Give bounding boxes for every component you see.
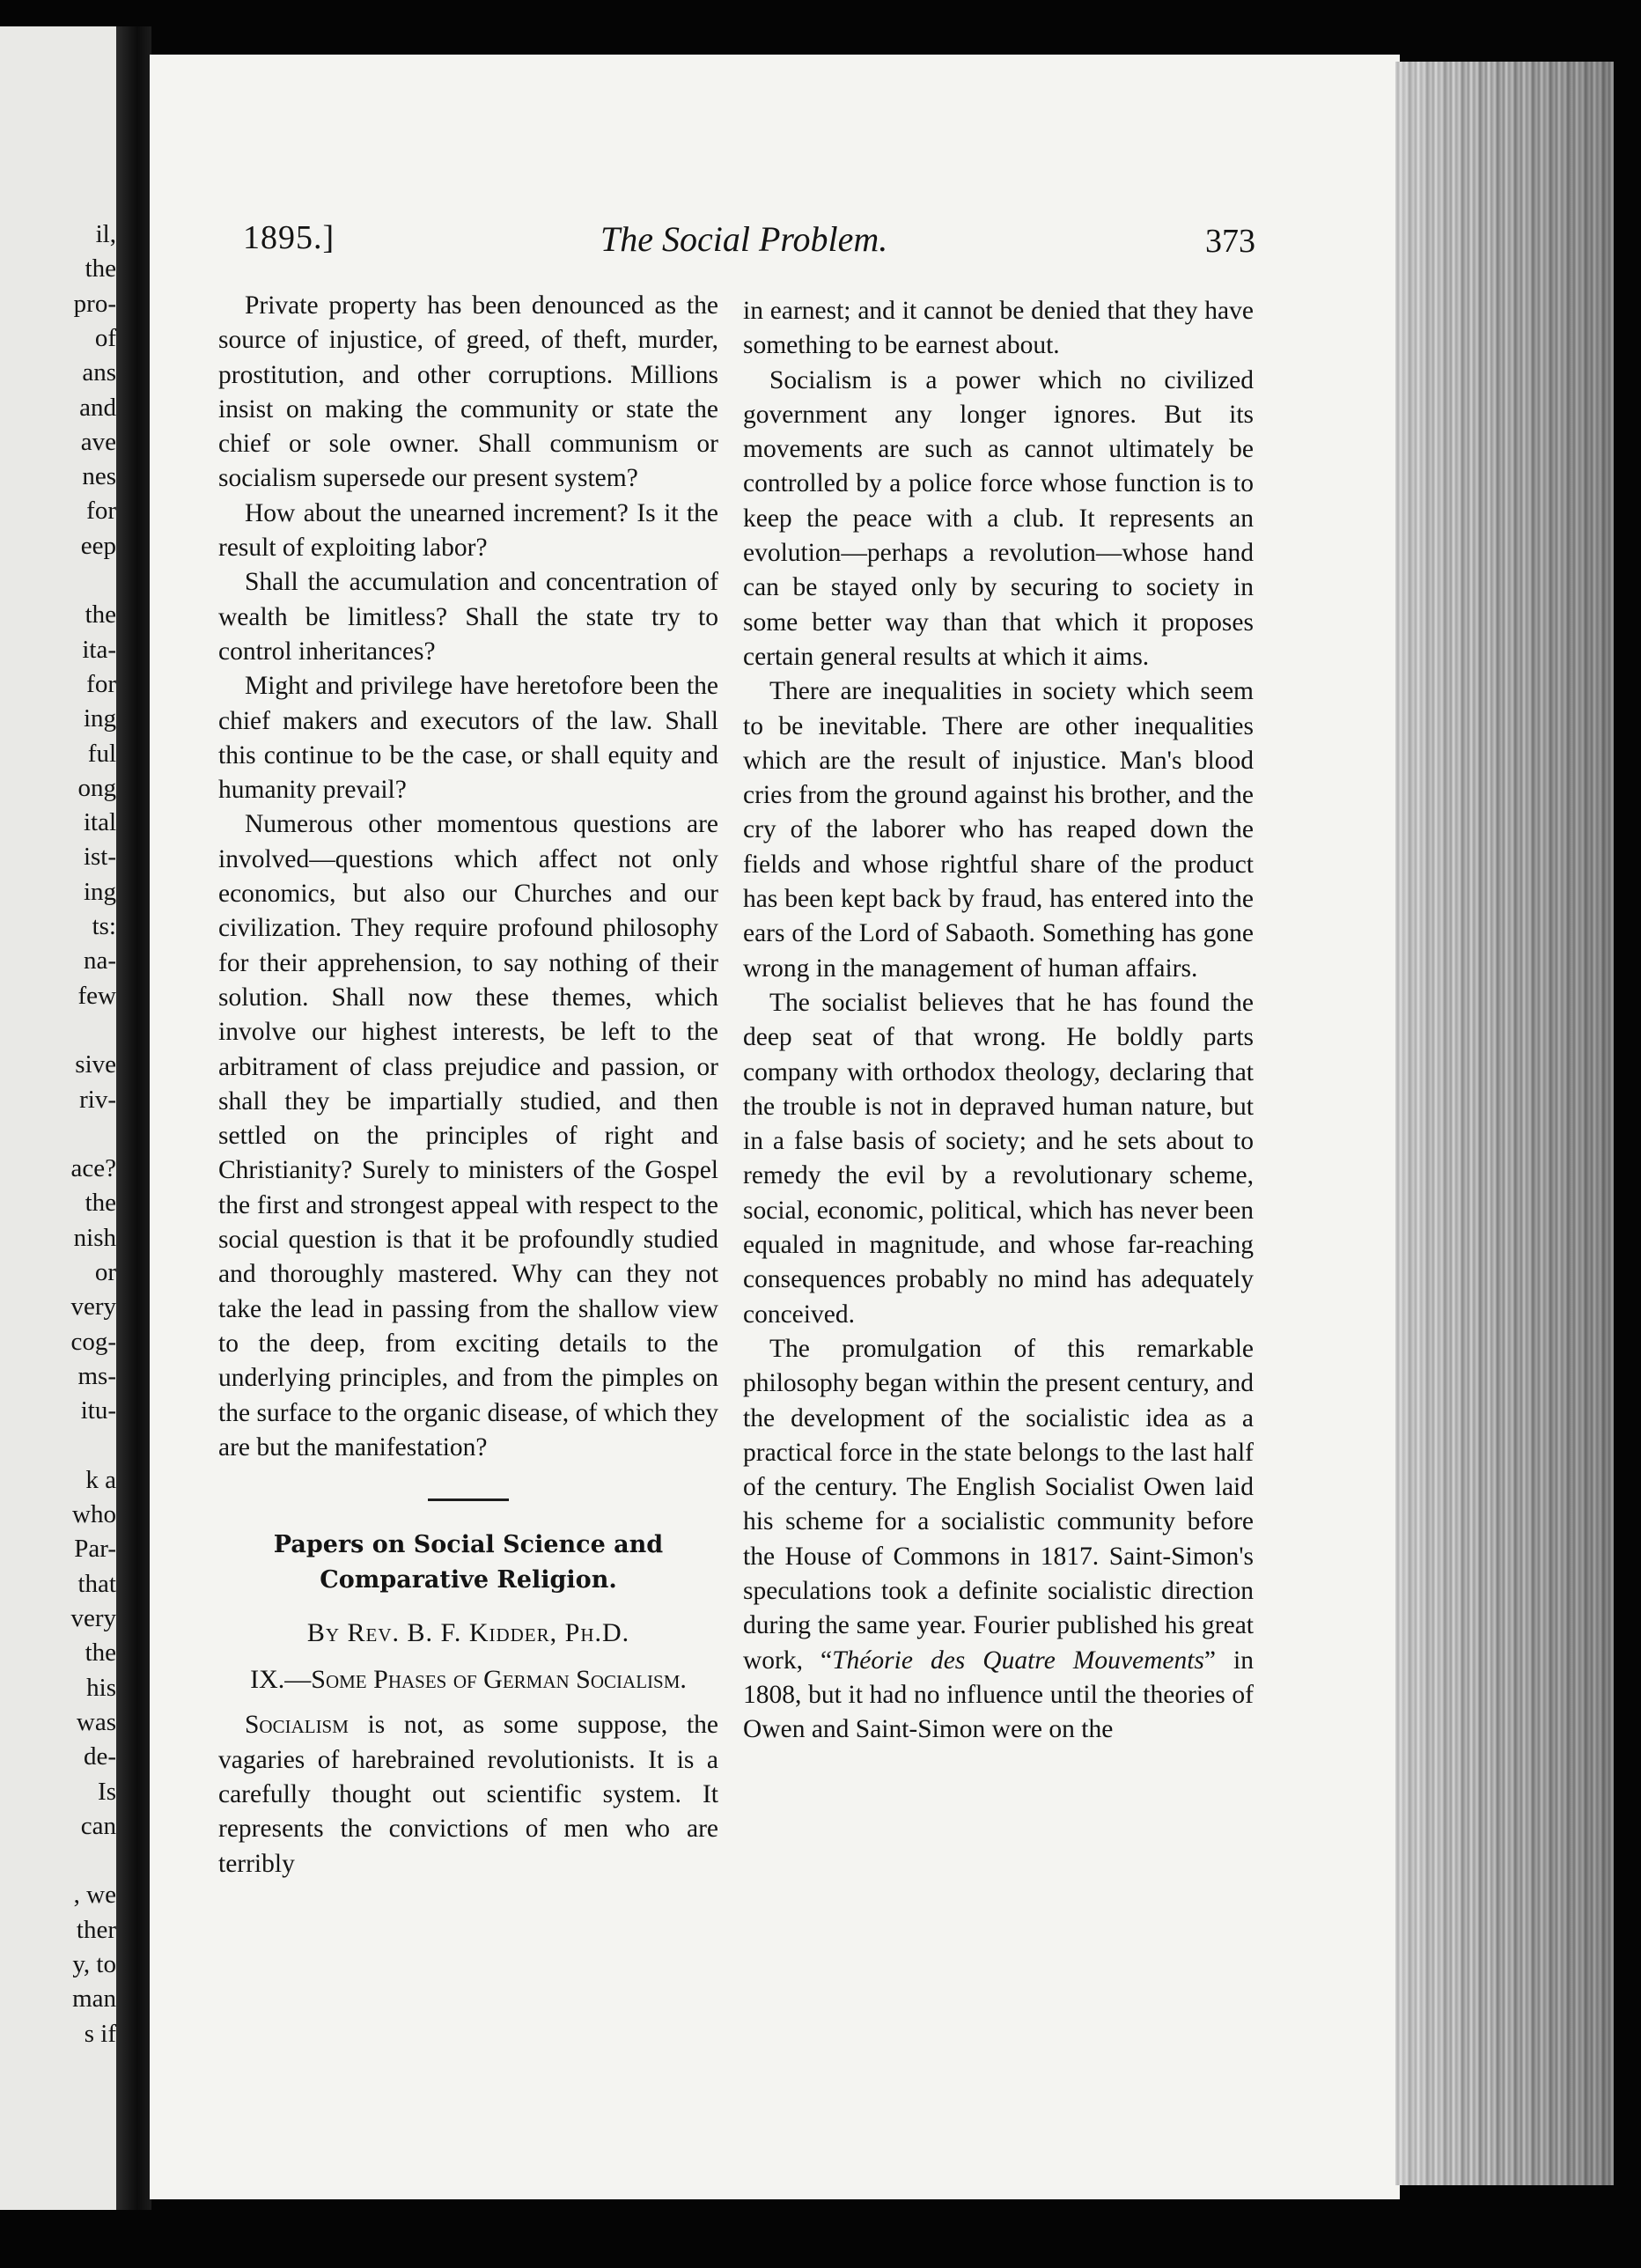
left-page-fragment: few bbox=[77, 981, 116, 1010]
left-page-fragment: pro- bbox=[73, 289, 116, 318]
left-page-fragment: very bbox=[70, 1292, 116, 1322]
paragraph: Shall the accumulation and concentration of wealth be limitless? Shall the state try to control inheritances? bbox=[218, 568, 718, 666]
left-page-fragment: nes bbox=[82, 462, 116, 491]
left-page-fragment: nish bbox=[73, 1223, 116, 1252]
paragraph: Might and privilege have heretofore been the chief makers and executors of the law. Shall this continue to be the case, or shall equity and humanity prevail? bbox=[218, 672, 718, 805]
section-title: Papers on Social Science and Comparative Religion. bbox=[273, 1531, 664, 1594]
left-page-fragment: was bbox=[76, 1707, 116, 1736]
left-page-fragment: very bbox=[70, 1604, 116, 1632]
left-page-fragment: ms- bbox=[77, 1361, 116, 1390]
left-page-fragment: ita- bbox=[82, 635, 116, 664]
running-header bbox=[243, 210, 1255, 262]
opening-word: Socialism bbox=[245, 1711, 349, 1740]
left-page-fragment: and bbox=[79, 393, 116, 422]
left-page-fragment: ing bbox=[83, 704, 116, 733]
left-page-fragment: the bbox=[85, 1189, 116, 1218]
final-text-after: ” in 1808, but it had no influence until the theories of Owen and Saint-Simon were on the bbox=[743, 1646, 1254, 1744]
left-page-fragment: Is bbox=[98, 1777, 116, 1806]
left-page-fragment: ing bbox=[83, 877, 116, 906]
left-page-fragment: of bbox=[94, 323, 116, 352]
left-page-fragment: cog- bbox=[70, 1327, 116, 1356]
left-page-fragment: for bbox=[86, 497, 116, 526]
article-subhead: IX.—Some Phases of German Socialism. bbox=[250, 1665, 687, 1695]
left-page-fragment: the bbox=[85, 600, 116, 630]
left-page-fragment: itu- bbox=[80, 1396, 116, 1425]
left-facing-page bbox=[0, 26, 123, 2210]
left-page-fragment: can bbox=[80, 1811, 116, 1840]
left-page-fragment: for bbox=[86, 669, 116, 698]
paragraph: Private property has been denounced as the source of injustice, of greed, of theft, murder, prostitution, and other corruptions. Millions insist on making the community or state the chief or sole owner. Shall communism or socialism supersede our present system? bbox=[218, 291, 718, 493]
left-page-fragment: ong bbox=[77, 773, 116, 802]
left-page-fragment: k a bbox=[85, 1465, 116, 1494]
left-page-fragment: man bbox=[72, 1984, 116, 2014]
paragraph: Numerous other momentous questions are involved—questions which affect not only economics, but also our Churches and our civilization. They require profound philosophy for their apprehension, to say nothing of their solution. Shall now these themes, which involve our highest interests, be left to the arbitrament of class prejudice and passion, or shall they be impartially studied, and then settled on the principles of right and Christianity? Surely to ministers of the Gospel the first and strongest appeal with respect to the social question is that it be profoundly studied and thoroughly mastered. Why can they not take the lead in passing from the shallow view to the deep, from exciting details to the underlying principles, and from the pimples on the surface to the organic disease, of which they are but the manifestation? bbox=[218, 810, 718, 1462]
left-page-fragment: ther bbox=[76, 1915, 116, 1944]
page-edges-shade bbox=[1395, 62, 1614, 2185]
header-running-title: The Social Problem. bbox=[600, 219, 888, 259]
left-page-fragment: s if bbox=[84, 2019, 116, 2048]
left-page-fragment: eep bbox=[80, 531, 116, 560]
paragraph: There are inequalities in society which seem to be inevitable. There are other inequalities which are the result of injustice. Man's blood cries from the ground against his brother, and the cry of the laborer who has reaped down the fields and whose rightful share of the product has been kept back by fraud, has entered into the ears of the Lord of Sabaoth. Something has gone wrong in the management of human affairs. bbox=[743, 677, 1254, 983]
author-byline: By Rev. B. F. Kidder, Ph.D. bbox=[306, 1618, 630, 1648]
right-column bbox=[743, 294, 1254, 1747]
left-page-fragment: ans bbox=[82, 358, 116, 387]
left-page-fragment: who bbox=[72, 1500, 116, 1529]
left-page-fragment: that bbox=[77, 1569, 116, 1598]
left-page-fragment: , we bbox=[73, 1881, 116, 1910]
page-number: 373 bbox=[1205, 223, 1255, 260]
left-page-fragment: or bbox=[94, 1258, 116, 1286]
paragraph: The socialist believes that he has found the deep seat of that wrong. He boldly parts company with orthodox theology, declaring that the trouble is not in depraved human nature, but in a false basis of society; and he sets about to remedy the evil by a revolutionary scheme, social, economic, political, which has never been equaled in magnitude, and whose far-reaching consequences probably no mind has adequately conceived. bbox=[743, 988, 1254, 1329]
left-page-fragment: ist- bbox=[83, 843, 116, 872]
left-column bbox=[218, 289, 718, 1881]
left-page-fragment: sive bbox=[75, 1050, 116, 1079]
final-paragraph bbox=[743, 1332, 1254, 1748]
left-page-fragment: de- bbox=[83, 1742, 116, 1771]
left-page-fragment: il, bbox=[95, 220, 116, 248]
left-page-fragment: y, to bbox=[72, 1950, 116, 1978]
paragraph: How about the unearned increment? Is it the result of exploiting labor? bbox=[218, 498, 718, 563]
left-page-fragment: ace? bbox=[70, 1154, 116, 1183]
left-page-fragment: ital bbox=[83, 808, 116, 837]
opening-text: is not, as some suppose, the vagaries of harebrained revolutionists. It is a carefully thought out scientific system. It represents the convictions of men who are terribly bbox=[218, 1711, 718, 1878]
continued-paragraph: in earnest; and it cannot be denied that they have something to be earnest about. bbox=[743, 297, 1254, 360]
book-gutter bbox=[116, 26, 151, 2210]
left-page-fragment: the bbox=[85, 254, 116, 284]
left-page-fragment: na- bbox=[83, 946, 116, 976]
left-page-fragment: Par- bbox=[74, 1535, 116, 1564]
opening-paragraph bbox=[218, 1708, 718, 1881]
final-text-before: The promulgation of this remarkable philosophy began within the present century, and the development of the socialistic idea as a practical force in the state belongs to the last half of the century. The English Socialist Owen laid his scheme for a socialistic community before the House of Commons in 1817. Saint-Simon's speculations took a definite socialistic direction during the same year. Fourier published his great work, “ bbox=[743, 1334, 1254, 1675]
paragraph: Socialism is a power which no civilized government any longer ignores. But its movements are such as cannot ultimately be controlled by a police force whose function is to keep the peace with a club. It represents an evolution—perhaps a revolution—whose hand can be stayed only by securing to society in some better way than that which it proposes certain general results at which it aims. bbox=[743, 365, 1254, 671]
section-divider bbox=[428, 1498, 509, 1501]
left-page-fragment: the bbox=[85, 1638, 116, 1668]
left-page-fragment: his bbox=[86, 1673, 116, 1702]
left-page-fragment: ave bbox=[80, 427, 116, 456]
left-page-fragment: ful bbox=[87, 739, 116, 768]
left-page-fragment: riv- bbox=[79, 1085, 116, 1114]
left-page-fragment: ts: bbox=[92, 912, 116, 940]
book-title-italic: Théorie des Quatre Mouvements bbox=[832, 1646, 1204, 1675]
header-year: 1895.] bbox=[243, 219, 335, 256]
